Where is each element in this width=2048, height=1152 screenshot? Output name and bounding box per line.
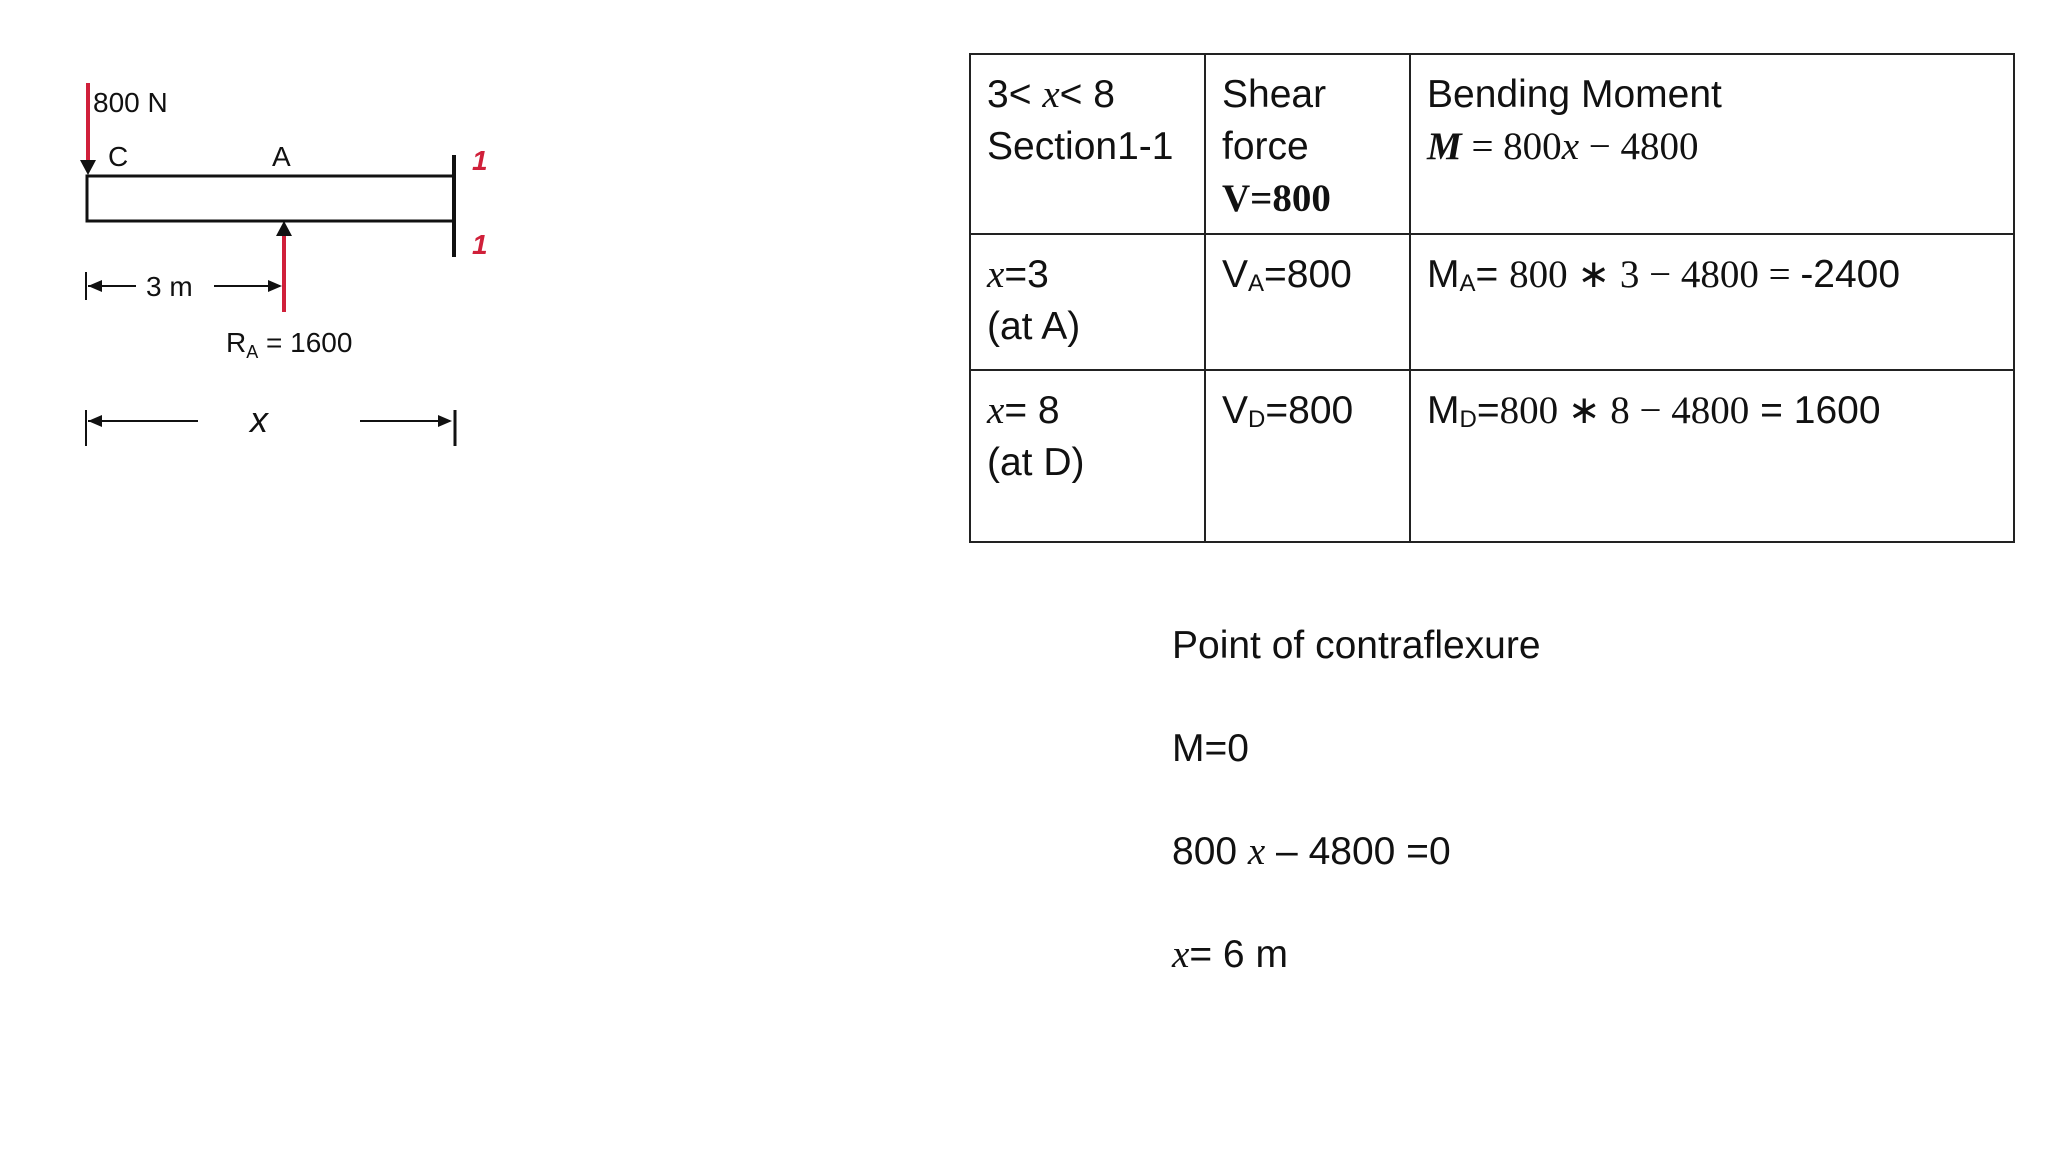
table-row <box>970 370 2014 542</box>
row-a-shear-cell: $V_A=800$ <box>1205 234 1410 370</box>
section-label-top: 1 <box>472 145 488 176</box>
table-row <box>970 234 2014 370</box>
table-row <box>970 54 2014 234</box>
load-label: 800 N <box>93 87 168 118</box>
row-d-moment-cell: $M_D=800$ ∗ 8 − 4800 = 1600 <box>1410 370 2014 542</box>
dim-3m-right-head <box>268 280 282 292</box>
dim-3m-left-head <box>88 280 102 292</box>
contraflexure-notes <box>1172 620 1992 1032</box>
notes-m-zero: M=0 <box>1172 727 1249 770</box>
header-shear-cell: Shear force V=800 <box>1205 54 1410 234</box>
notes-title: Point of contraflexure <box>1172 624 1541 667</box>
row-d-shear-cell: $V_D=800$ <box>1205 370 1410 542</box>
load-arrowhead <box>80 160 96 175</box>
row-a-moment-cell: $M_A= 800$ ∗ 3 − 4800 = -2400 <box>1410 234 2014 370</box>
notes-result: x= 6 m <box>1172 933 1288 976</box>
row-d-position-cell: x= 8 (at D) <box>970 370 1205 542</box>
beam <box>87 176 454 221</box>
dim-3m-label: 3 m <box>146 271 193 302</box>
section-table <box>969 53 2015 543</box>
beam-diagram <box>0 0 520 480</box>
header-range-cell: 3< x< 8 Section1-1 <box>970 54 1205 234</box>
reaction-label: $R_A = 1600$ <box>226 327 353 362</box>
dim-x-label: x <box>250 399 268 440</box>
dim-x-left-head <box>88 415 102 427</box>
header-moment-cell: Bending Moment M = 800x − 4800 <box>1410 54 2014 234</box>
point-a-label: A <box>272 141 291 172</box>
reaction-arrowhead <box>276 221 292 236</box>
point-c-label: C <box>108 141 129 172</box>
section-label-bottom: 1 <box>472 229 488 260</box>
row-a-position-cell: x=3 (at A) <box>970 234 1205 370</box>
dim-x-right-head <box>438 415 452 427</box>
notes-equation: 800 x – 4800 =0 <box>1172 830 1451 873</box>
